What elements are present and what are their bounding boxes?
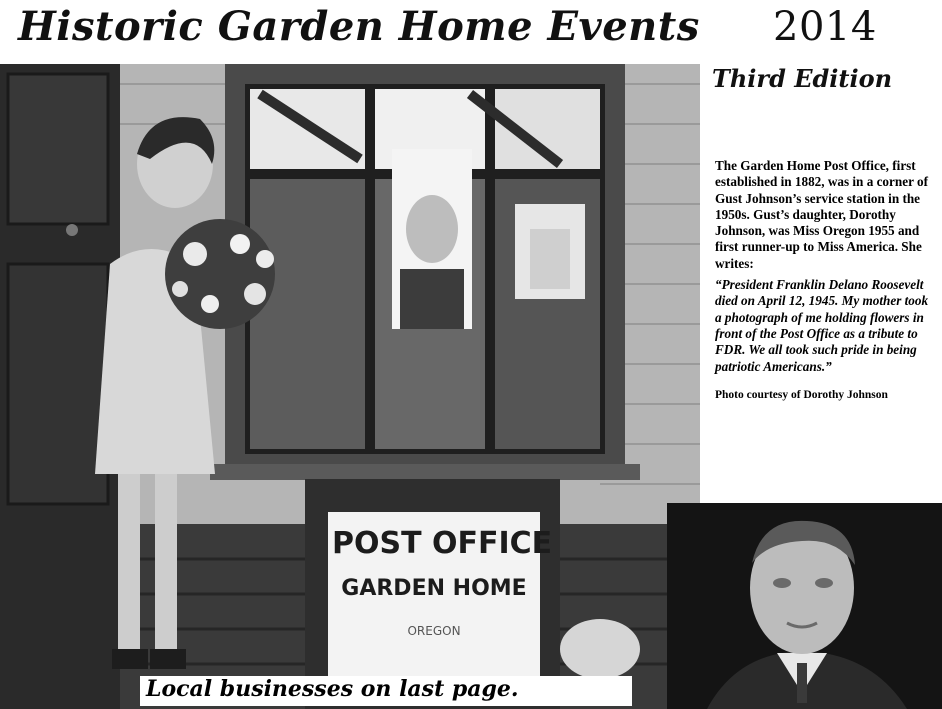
sign-line-2: GARDEN HOME [341,576,527,601]
page-title [18,2,898,58]
caption-body: The Garden Home Post Office, first established in 1882, was in a corner of Gust Johnson’s service station in the 1950s. Gust’s daughter, Dorothy Johnson, was Miss Oregon 1955 and first runner-up to Miss America. She writes: [715,158,928,271]
post-office-photo [0,64,700,709]
photo-credit: Photo courtesy of Dorothy Johnson [715,388,888,401]
footer-note: Local businesses on last page. [140,676,632,706]
post-office-photo-art [0,64,700,709]
caption-quote: “President Franklin Delano Roosevelt died on April 12, 1945. My mother took a photograph of me holding flowers in front of the Post Office as a tribute to FDR. We all took such pride in being patriotic Americans.” [715,277,929,374]
sign-line-3: OREGON [407,624,461,638]
title-text: Historic Garden Home Events [18,3,700,50]
sign-line-1: POST OFFICE [332,526,553,561]
photo-caption [715,158,935,403]
fdr-portrait-photo [667,503,942,709]
edition-label: Third Edition [712,64,893,93]
fdr-portrait-art [667,503,942,709]
title-year: 2014 [773,4,877,50]
